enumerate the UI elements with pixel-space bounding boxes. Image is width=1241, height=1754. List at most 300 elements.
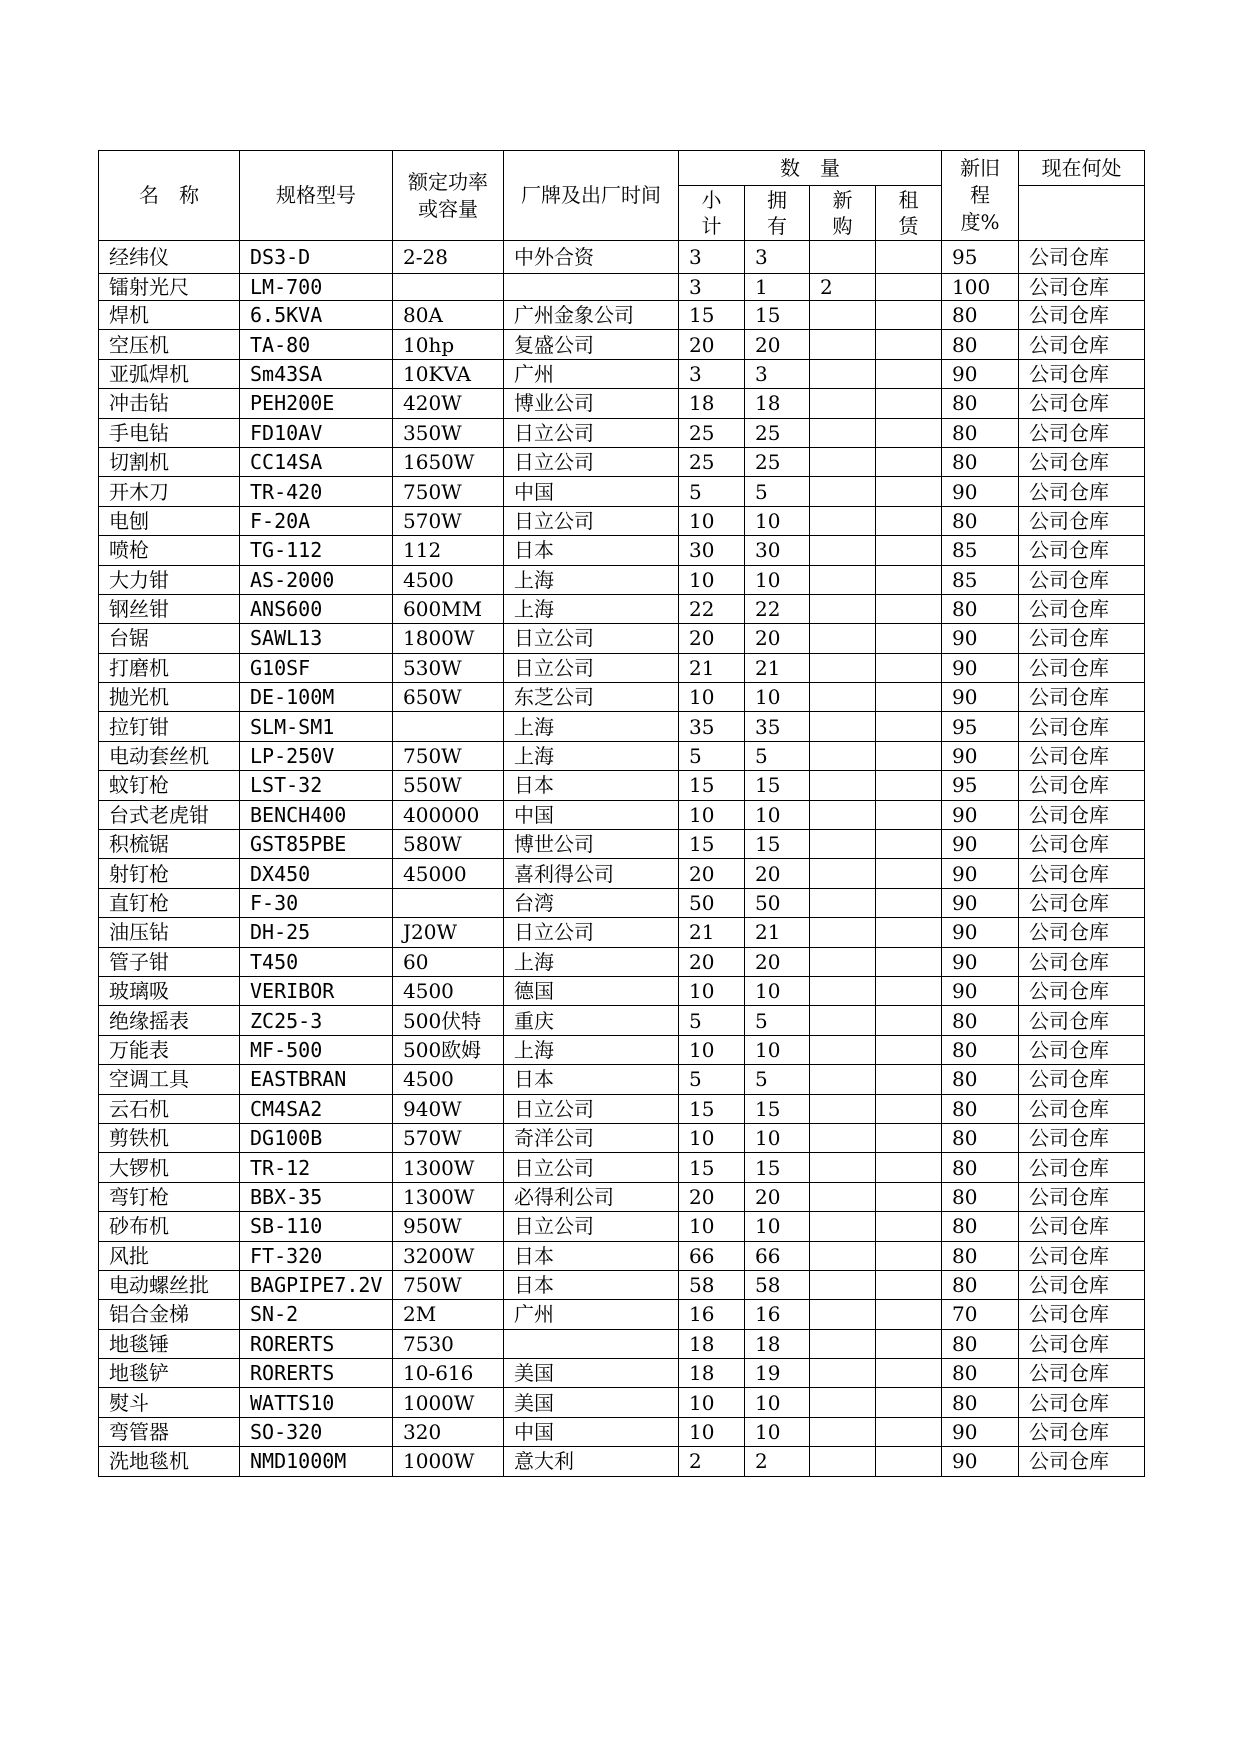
- cell-condition: 90: [942, 800, 1019, 829]
- table-row: [99, 859, 1145, 888]
- table-row: [99, 830, 1145, 859]
- cell-model: DG100B: [240, 1123, 393, 1152]
- cell-new-buy: 2: [810, 274, 876, 301]
- table-row: [99, 1065, 1145, 1094]
- cell-lease: [876, 1241, 942, 1270]
- cell-owned: 50: [745, 888, 810, 917]
- table-row: [99, 241, 1145, 274]
- cell-name: 亚弧焊机: [99, 359, 240, 388]
- cell-subtotal: 10: [679, 683, 745, 712]
- table-row: [99, 359, 1145, 388]
- table-row: [99, 1388, 1145, 1417]
- cell-power: 1000W: [393, 1388, 504, 1417]
- cell-owned: 15: [745, 830, 810, 859]
- cell-location: 公司仓库: [1019, 447, 1145, 476]
- cell-brand: 日本: [504, 1270, 679, 1299]
- table-row: [99, 1006, 1145, 1035]
- cell-condition: 90: [942, 947, 1019, 976]
- cell-location: 公司仓库: [1019, 1153, 1145, 1182]
- cell-location: 公司仓库: [1019, 1388, 1145, 1417]
- table-row: [99, 947, 1145, 976]
- cell-power: 400000: [393, 800, 504, 829]
- cell-new-buy: [810, 418, 876, 447]
- cell-location: 公司仓库: [1019, 624, 1145, 653]
- cell-model: PEH200E: [240, 389, 393, 418]
- cell-brand: 上海: [504, 947, 679, 976]
- cell-name: 万能表: [99, 1035, 240, 1064]
- cell-new-buy: [810, 712, 876, 741]
- cell-brand: 日立公司: [504, 653, 679, 682]
- cell-location: 公司仓库: [1019, 1329, 1145, 1358]
- cell-condition: 80: [942, 1329, 1019, 1358]
- cell-condition: 80: [942, 389, 1019, 418]
- cell-name: 镭射光尺: [99, 274, 240, 301]
- cell-name: 蚊钉枪: [99, 771, 240, 800]
- cell-power: 950W: [393, 1212, 504, 1241]
- cell-name: 管子钳: [99, 947, 240, 976]
- cell-owned: 10: [745, 506, 810, 535]
- cell-location: 公司仓库: [1019, 918, 1145, 947]
- cell-lease: [876, 712, 942, 741]
- cell-condition: 80: [942, 1241, 1019, 1270]
- cell-location: 公司仓库: [1019, 1212, 1145, 1241]
- cell-model: VERIBOR: [240, 976, 393, 1005]
- cell-subtotal: 10: [679, 1212, 745, 1241]
- cell-owned: 20: [745, 330, 810, 359]
- cell-lease: [876, 447, 942, 476]
- header-lease: 租赁: [876, 186, 942, 241]
- cell-power: 650W: [393, 683, 504, 712]
- cell-owned: 2: [745, 1447, 810, 1476]
- cell-condition: 85: [942, 565, 1019, 594]
- table-row: [99, 1035, 1145, 1064]
- cell-power: 530W: [393, 653, 504, 682]
- cell-lease: [876, 683, 942, 712]
- cell-subtotal: 20: [679, 859, 745, 888]
- cell-power: 2-28: [393, 241, 504, 274]
- table-header: [99, 151, 1145, 241]
- cell-location: 公司仓库: [1019, 888, 1145, 917]
- cell-model: RORERTS: [240, 1329, 393, 1358]
- cell-condition: 80: [942, 1388, 1019, 1417]
- cell-model: RORERTS: [240, 1359, 393, 1388]
- cell-model: BAGPIPE7.2V: [240, 1270, 393, 1299]
- cell-name: 空压机: [99, 330, 240, 359]
- cell-owned: 10: [745, 683, 810, 712]
- cell-power: [393, 888, 504, 917]
- table-row: [99, 1241, 1145, 1270]
- cell-owned: 10: [745, 800, 810, 829]
- cell-owned: 10: [745, 1035, 810, 1064]
- cell-brand: 广州: [504, 359, 679, 388]
- cell-lease: [876, 771, 942, 800]
- table-row: [99, 1300, 1145, 1329]
- cell-location: 公司仓库: [1019, 594, 1145, 623]
- cell-location: 公司仓库: [1019, 536, 1145, 565]
- cell-condition: 90: [942, 830, 1019, 859]
- cell-location: 公司仓库: [1019, 683, 1145, 712]
- cell-brand: 意大利: [504, 1447, 679, 1476]
- cell-new-buy: [810, 1359, 876, 1388]
- cell-power: 750W: [393, 477, 504, 506]
- cell-condition: 80: [942, 1065, 1019, 1094]
- cell-owned: 25: [745, 447, 810, 476]
- cell-name: 冲击钻: [99, 389, 240, 418]
- cell-new-buy: [810, 830, 876, 859]
- cell-owned: 15: [745, 1153, 810, 1182]
- cell-location: 公司仓库: [1019, 800, 1145, 829]
- cell-brand: 复盛公司: [504, 330, 679, 359]
- cell-owned: 5: [745, 1065, 810, 1094]
- cell-name: 油压钻: [99, 918, 240, 947]
- cell-power: 500欧姆: [393, 1035, 504, 1064]
- cell-name: 焊机: [99, 301, 240, 330]
- table-row: [99, 274, 1145, 301]
- table-row: [99, 1094, 1145, 1123]
- cell-condition: 95: [942, 712, 1019, 741]
- cell-subtotal: 2: [679, 1447, 745, 1476]
- cell-power: 420W: [393, 389, 504, 418]
- cell-new-buy: [810, 330, 876, 359]
- cell-power: 940W: [393, 1094, 504, 1123]
- cell-subtotal: 18: [679, 1359, 745, 1388]
- cell-name: 电动螺丝批: [99, 1270, 240, 1299]
- cell-new-buy: [810, 1153, 876, 1182]
- cell-owned: 10: [745, 1417, 810, 1446]
- cell-condition: 80: [942, 1153, 1019, 1182]
- cell-name: 风批: [99, 1241, 240, 1270]
- cell-condition: 90: [942, 1447, 1019, 1476]
- cell-location: 公司仓库: [1019, 1065, 1145, 1094]
- header-owned: 拥有: [745, 186, 810, 241]
- cell-power: 750W: [393, 741, 504, 770]
- cell-new-buy: [810, 1447, 876, 1476]
- header-new-buy: 新购: [810, 186, 876, 241]
- cell-subtotal: 15: [679, 830, 745, 859]
- cell-location: 公司仓库: [1019, 653, 1145, 682]
- cell-subtotal: 16: [679, 1300, 745, 1329]
- cell-brand: 广州: [504, 1300, 679, 1329]
- cell-power: 80A: [393, 301, 504, 330]
- cell-name: 开木刀: [99, 477, 240, 506]
- cell-subtotal: 25: [679, 447, 745, 476]
- cell-new-buy: [810, 359, 876, 388]
- cell-new-buy: [810, 683, 876, 712]
- cell-condition: 80: [942, 1182, 1019, 1211]
- table-row: [99, 301, 1145, 330]
- cell-model: CM4SA2: [240, 1094, 393, 1123]
- cell-owned: 35: [745, 712, 810, 741]
- cell-subtotal: 3: [679, 241, 745, 274]
- cell-name: 云石机: [99, 1094, 240, 1123]
- cell-brand: 上海: [504, 565, 679, 594]
- table-row: [99, 594, 1145, 623]
- cell-name: 砂布机: [99, 1212, 240, 1241]
- cell-subtotal: 20: [679, 1182, 745, 1211]
- cell-brand: 中国: [504, 800, 679, 829]
- cell-subtotal: 66: [679, 1241, 745, 1270]
- cell-new-buy: [810, 1300, 876, 1329]
- table-row: [99, 741, 1145, 770]
- cell-owned: 3: [745, 241, 810, 274]
- cell-subtotal: 10: [679, 506, 745, 535]
- cell-brand: 中国: [504, 1417, 679, 1446]
- cell-new-buy: [810, 1035, 876, 1064]
- table-row: [99, 330, 1145, 359]
- cell-subtotal: 20: [679, 624, 745, 653]
- cell-power: 600MM: [393, 594, 504, 623]
- table-row: [99, 418, 1145, 447]
- cell-model: TG-112: [240, 536, 393, 565]
- cell-owned: 20: [745, 947, 810, 976]
- cell-lease: [876, 1182, 942, 1211]
- cell-condition: 80: [942, 1123, 1019, 1152]
- cell-brand: 日本: [504, 771, 679, 800]
- cell-location: 公司仓库: [1019, 1182, 1145, 1211]
- cell-name: 打磨机: [99, 653, 240, 682]
- cell-lease: [876, 1329, 942, 1358]
- table-row: [99, 1359, 1145, 1388]
- table-row: [99, 477, 1145, 506]
- cell-lease: [876, 565, 942, 594]
- cell-power: 10hp: [393, 330, 504, 359]
- cell-model: BENCH400: [240, 800, 393, 829]
- cell-model: LM-700: [240, 274, 393, 301]
- cell-subtotal: 15: [679, 1153, 745, 1182]
- cell-location: 公司仓库: [1019, 241, 1145, 274]
- cell-subtotal: 5: [679, 1006, 745, 1035]
- cell-name: 直钉枪: [99, 888, 240, 917]
- cell-location: 公司仓库: [1019, 389, 1145, 418]
- cell-lease: [876, 418, 942, 447]
- cell-condition: 80: [942, 1094, 1019, 1123]
- cell-power: 750W: [393, 1270, 504, 1299]
- cell-subtotal: 22: [679, 594, 745, 623]
- cell-owned: 21: [745, 653, 810, 682]
- cell-power: 320: [393, 1417, 504, 1446]
- cell-power: 1300W: [393, 1153, 504, 1182]
- cell-new-buy: [810, 506, 876, 535]
- header-model: 规格型号: [240, 151, 393, 241]
- cell-power: 1650W: [393, 447, 504, 476]
- table-row: [99, 506, 1145, 535]
- cell-power: 2M: [393, 1300, 504, 1329]
- cell-name: 台锯: [99, 624, 240, 653]
- cell-new-buy: [810, 594, 876, 623]
- cell-name: 玻璃吸: [99, 976, 240, 1005]
- cell-power: 60: [393, 947, 504, 976]
- cell-power: 10KVA: [393, 359, 504, 388]
- cell-location: 公司仓库: [1019, 359, 1145, 388]
- cell-new-buy: [810, 976, 876, 1005]
- cell-lease: [876, 653, 942, 682]
- cell-new-buy: [810, 1182, 876, 1211]
- cell-subtotal: 58: [679, 1270, 745, 1299]
- table-row: [99, 389, 1145, 418]
- cell-condition: 80: [942, 506, 1019, 535]
- cell-lease: [876, 1447, 942, 1476]
- cell-lease: [876, 800, 942, 829]
- cell-location: 公司仓库: [1019, 947, 1145, 976]
- cell-location: 公司仓库: [1019, 1359, 1145, 1388]
- cell-model: TA-80: [240, 330, 393, 359]
- cell-lease: [876, 1212, 942, 1241]
- cell-subtotal: 10: [679, 1417, 745, 1446]
- cell-subtotal: 15: [679, 1094, 745, 1123]
- table-row: [99, 447, 1145, 476]
- cell-model: BBX-35: [240, 1182, 393, 1211]
- cell-subtotal: 10: [679, 1123, 745, 1152]
- cell-name: 空调工具: [99, 1065, 240, 1094]
- cell-power: 45000: [393, 859, 504, 888]
- cell-condition: 90: [942, 976, 1019, 1005]
- cell-brand: 上海: [504, 741, 679, 770]
- cell-owned: 16: [745, 1300, 810, 1329]
- cell-condition: 85: [942, 536, 1019, 565]
- header-subtotal: 小计: [679, 186, 745, 241]
- cell-condition: 80: [942, 418, 1019, 447]
- cell-location: 公司仓库: [1019, 1006, 1145, 1035]
- cell-subtotal: 35: [679, 712, 745, 741]
- cell-owned: 21: [745, 918, 810, 947]
- cell-new-buy: [810, 1094, 876, 1123]
- cell-model: FT-320: [240, 1241, 393, 1270]
- cell-condition: 80: [942, 330, 1019, 359]
- cell-condition: 80: [942, 1006, 1019, 1035]
- cell-brand: 奇洋公司: [504, 1123, 679, 1152]
- cell-lease: [876, 1417, 942, 1446]
- cell-lease: [876, 477, 942, 506]
- header-quantity: 数 量: [679, 151, 942, 186]
- cell-owned: 22: [745, 594, 810, 623]
- cell-condition: 70: [942, 1300, 1019, 1329]
- cell-model: DE-100M: [240, 683, 393, 712]
- cell-owned: 19: [745, 1359, 810, 1388]
- cell-lease: [876, 1300, 942, 1329]
- cell-name: 喷枪: [99, 536, 240, 565]
- cell-brand: 台湾: [504, 888, 679, 917]
- table-row: [99, 536, 1145, 565]
- cell-model: SB-110: [240, 1212, 393, 1241]
- cell-owned: 3: [745, 359, 810, 388]
- cell-model: GST85PBE: [240, 830, 393, 859]
- cell-new-buy: [810, 653, 876, 682]
- cell-brand: 喜利得公司: [504, 859, 679, 888]
- cell-brand: 日立公司: [504, 418, 679, 447]
- cell-subtotal: 20: [679, 330, 745, 359]
- table-body: [99, 241, 1145, 1477]
- cell-condition: 95: [942, 241, 1019, 274]
- table-row: [99, 1212, 1145, 1241]
- cell-condition: 90: [942, 477, 1019, 506]
- cell-brand: 日立公司: [504, 624, 679, 653]
- cell-lease: [876, 1035, 942, 1064]
- cell-subtotal: 15: [679, 771, 745, 800]
- cell-location: 公司仓库: [1019, 1300, 1145, 1329]
- header-power: 额定功率或容量: [393, 151, 504, 241]
- cell-name: 电刨: [99, 506, 240, 535]
- cell-location: 公司仓库: [1019, 1270, 1145, 1299]
- cell-subtotal: 18: [679, 1329, 745, 1358]
- cell-name: 积梳锯: [99, 830, 240, 859]
- table-row: [99, 712, 1145, 741]
- cell-brand: 日立公司: [504, 506, 679, 535]
- table-row: [99, 653, 1145, 682]
- cell-location: 公司仓库: [1019, 330, 1145, 359]
- cell-brand: 日本: [504, 536, 679, 565]
- cell-brand: [504, 1329, 679, 1358]
- cell-name: 铝合金梯: [99, 1300, 240, 1329]
- cell-brand: 东芝公司: [504, 683, 679, 712]
- cell-new-buy: [810, 447, 876, 476]
- table-row: [99, 1447, 1145, 1476]
- cell-lease: [876, 624, 942, 653]
- cell-condition: 90: [942, 741, 1019, 770]
- cell-condition: 80: [942, 594, 1019, 623]
- cell-brand: 博世公司: [504, 830, 679, 859]
- cell-model: 6.5KVA: [240, 301, 393, 330]
- cell-brand: 博业公司: [504, 389, 679, 418]
- cell-location: 公司仓库: [1019, 274, 1145, 301]
- cell-lease: [876, 1065, 942, 1094]
- cell-name: 大力钳: [99, 565, 240, 594]
- cell-subtotal: 15: [679, 301, 745, 330]
- cell-location: 公司仓库: [1019, 1123, 1145, 1152]
- cell-name: 熨斗: [99, 1388, 240, 1417]
- cell-model: TR-420: [240, 477, 393, 506]
- cell-lease: [876, 536, 942, 565]
- cell-model: NMD1000M: [240, 1447, 393, 1476]
- cell-owned: 5: [745, 741, 810, 770]
- cell-brand: 德国: [504, 976, 679, 1005]
- cell-lease: [876, 506, 942, 535]
- cell-model: EASTBRAN: [240, 1065, 393, 1094]
- cell-subtotal: 10: [679, 1388, 745, 1417]
- cell-location: 公司仓库: [1019, 712, 1145, 741]
- cell-condition: 80: [942, 301, 1019, 330]
- cell-brand: 日立公司: [504, 1153, 679, 1182]
- cell-lease: [876, 359, 942, 388]
- cell-location: 公司仓库: [1019, 1035, 1145, 1064]
- header-location-empty: [1019, 186, 1145, 241]
- cell-subtotal: 5: [679, 477, 745, 506]
- table-row: [99, 624, 1145, 653]
- cell-owned: 10: [745, 1123, 810, 1152]
- cell-lease: [876, 1270, 942, 1299]
- cell-new-buy: [810, 1241, 876, 1270]
- cell-model: WATTS10: [240, 1388, 393, 1417]
- cell-brand: 日立公司: [504, 1094, 679, 1123]
- cell-lease: [876, 330, 942, 359]
- cell-location: 公司仓库: [1019, 1241, 1145, 1270]
- cell-new-buy: [810, 389, 876, 418]
- cell-model: DH-25: [240, 918, 393, 947]
- cell-brand: 日本: [504, 1065, 679, 1094]
- cell-power: [393, 712, 504, 741]
- cell-location: 公司仓库: [1019, 741, 1145, 770]
- cell-new-buy: [810, 1006, 876, 1035]
- cell-condition: 80: [942, 1270, 1019, 1299]
- cell-lease: [876, 741, 942, 770]
- cell-power: 1300W: [393, 1182, 504, 1211]
- cell-condition: 95: [942, 771, 1019, 800]
- cell-brand: 中外合资: [504, 241, 679, 274]
- cell-brand: 日立公司: [504, 447, 679, 476]
- cell-subtotal: 20: [679, 947, 745, 976]
- cell-location: 公司仓库: [1019, 1417, 1145, 1446]
- cell-lease: [876, 976, 942, 1005]
- cell-power: 7530: [393, 1329, 504, 1358]
